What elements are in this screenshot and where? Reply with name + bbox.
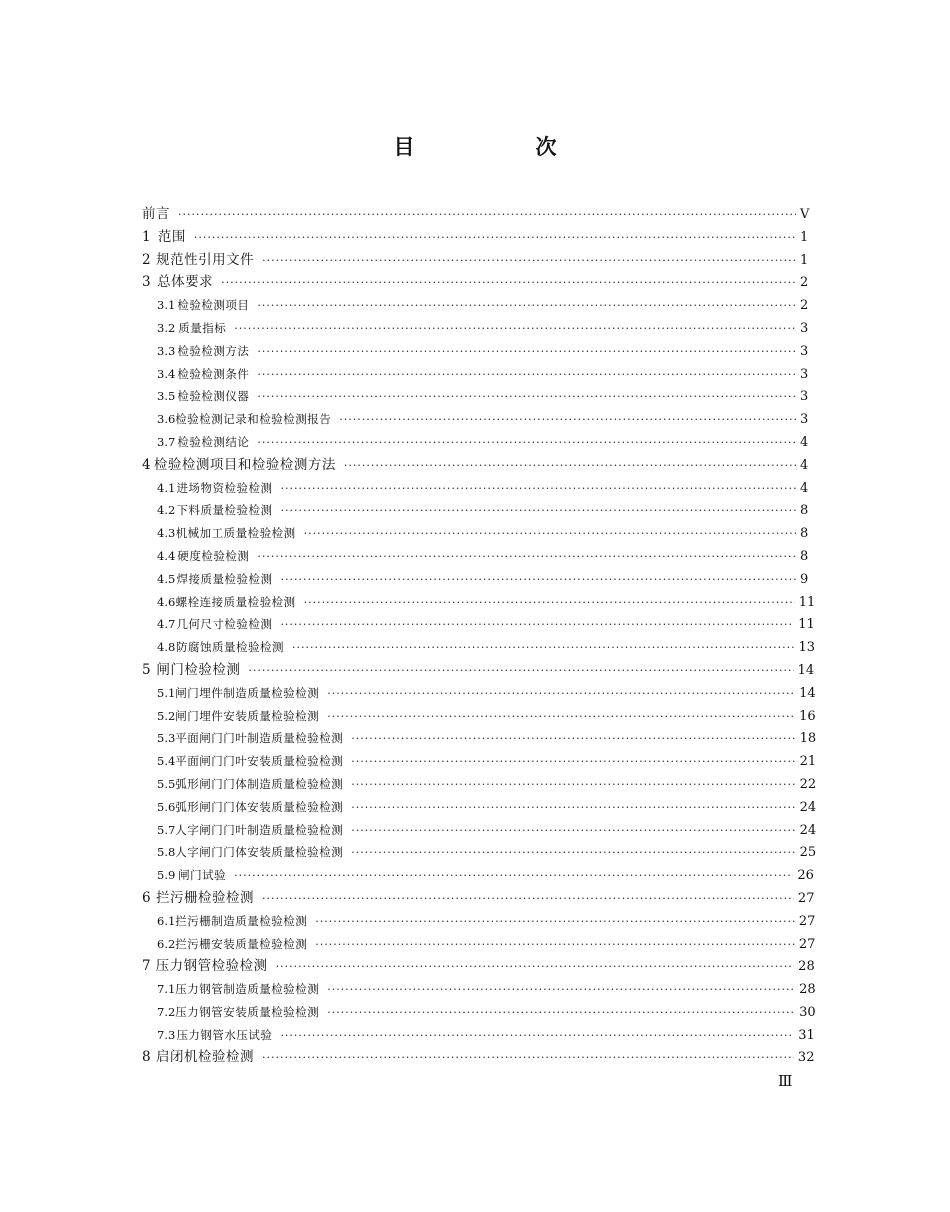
toc-entry[interactable] xyxy=(142,385,808,408)
dot-leader xyxy=(262,249,796,272)
toc-entry-page: 21 xyxy=(799,754,817,770)
toc-entry-label: 螺栓连接质量检验检测 xyxy=(175,594,296,609)
dot-leader xyxy=(327,978,795,1001)
dot-leader xyxy=(281,477,797,500)
toc-entry-number: 6 xyxy=(142,889,151,906)
dot-leader xyxy=(280,1024,794,1047)
dot-leader xyxy=(257,363,796,386)
toc-entry-page: 4 xyxy=(800,480,809,496)
toc-entry[interactable] xyxy=(142,499,808,522)
toc-entry-page: 22 xyxy=(799,776,817,792)
toc-entry-number: 3.6 xyxy=(157,412,176,427)
toc-entry-number: 5.1 xyxy=(157,685,176,700)
toc-entry-page: 26 xyxy=(797,868,814,884)
toc-entry-label: 检验检测结论 xyxy=(177,434,250,449)
toc-entry-label: 检验检测方法 xyxy=(177,343,250,358)
toc-entry-number: 7 xyxy=(142,958,151,975)
dot-leader xyxy=(281,568,797,591)
toc-entry-label: 前言 xyxy=(142,206,170,222)
dot-leader xyxy=(234,864,793,887)
toc-entry-page: V xyxy=(800,207,810,222)
toc-entry-page: 11 xyxy=(798,617,815,633)
toc-entry-page: 27 xyxy=(798,936,816,952)
toc-entry-label: 规范性引用文件 xyxy=(156,251,255,268)
toc-entry[interactable] xyxy=(142,864,814,887)
dot-leader xyxy=(257,294,796,317)
toc-entry-label: 总体要求 xyxy=(157,274,214,291)
toc-entry-page: 28 xyxy=(799,982,816,998)
toc-entry[interactable] xyxy=(142,317,808,340)
toc-entry-page: 27 xyxy=(798,913,816,929)
toc-entry-page: 2 xyxy=(800,275,809,291)
toc-entry-label: 平面闸门门叶制造质量检验检测 xyxy=(175,731,344,746)
toc-entry-number: 2 xyxy=(142,251,151,268)
toc-entry[interactable] xyxy=(142,955,815,978)
toc-entry[interactable] xyxy=(142,659,815,682)
dot-leader xyxy=(351,841,795,864)
toc-entry[interactable] xyxy=(142,910,816,933)
toc-entry-number: 4.5 xyxy=(157,571,176,586)
dot-leader xyxy=(178,203,796,226)
toc-entry-label: 检验检测条件 xyxy=(177,366,250,381)
toc-entry-label: 闸门检验检测 xyxy=(156,661,241,678)
dot-leader xyxy=(292,636,794,659)
toc-entry-page: 9 xyxy=(800,571,809,587)
toc-entry-page: 1 xyxy=(800,229,809,245)
dot-leader xyxy=(327,682,795,705)
toc-entry-label: 人字闸门门叶制造质量检验检测 xyxy=(175,822,344,837)
toc-entry-page: 28 xyxy=(798,959,815,975)
toc-entry-page: 30 xyxy=(799,1004,816,1020)
toc-entry-number: 1 xyxy=(142,228,151,245)
toc-entry-label: 人字闸门门体安装质量检验检测 xyxy=(175,845,344,860)
toc-entry-number: 5.3 xyxy=(157,731,176,746)
toc-entry-number: 5.5 xyxy=(157,776,176,791)
dot-leader xyxy=(281,499,797,522)
toc-entry-page: 2 xyxy=(800,298,809,314)
toc-entry-number: 4 xyxy=(142,456,151,473)
dot-leader xyxy=(280,613,794,636)
toc-entry-page: 31 xyxy=(798,1027,815,1043)
toc-entry-label: 闸门试验 xyxy=(178,868,227,883)
toc-entry[interactable] xyxy=(142,271,808,294)
toc-entry[interactable] xyxy=(142,978,816,1001)
toc-entry-page: 3 xyxy=(800,343,809,359)
toc-entry-page: 32 xyxy=(797,1050,815,1066)
toc-entry-label: 检验检测记录和检验检测报告 xyxy=(175,412,332,427)
toc-entry-number: 5.8 xyxy=(157,845,176,860)
toc-entry-number: 3.3 xyxy=(157,343,176,358)
toc-entry-page: 14 xyxy=(797,662,815,678)
toc-entry-label: 防腐蚀质量检验检测 xyxy=(176,640,284,655)
dot-leader xyxy=(351,750,795,773)
dot-leader xyxy=(344,454,796,477)
toc-entry-number: 4.6 xyxy=(157,594,176,609)
dot-leader xyxy=(304,591,795,614)
toc-entry-number: 3.7 xyxy=(157,434,176,449)
dot-leader xyxy=(276,955,795,978)
toc-entry[interactable] xyxy=(142,841,817,864)
toc-entry[interactable] xyxy=(142,203,808,226)
toc-entry-number: 4.1 xyxy=(157,480,176,495)
toc-entry-number: 5.7 xyxy=(157,822,176,837)
dot-leader xyxy=(257,340,796,363)
toc-entry-number: 5.4 xyxy=(157,754,176,769)
toc-entry-number: 5.2 xyxy=(157,708,176,723)
toc-entry-page: 8 xyxy=(800,526,809,542)
toc-entry[interactable] xyxy=(142,591,816,614)
toc-entry-label: 启闭机检验检测 xyxy=(156,1049,255,1066)
toc-entry-number: 3.1 xyxy=(157,298,176,313)
toc-entry-number: 4.2 xyxy=(157,503,176,518)
toc-entry-page: 14 xyxy=(799,685,816,701)
toc-entry[interactable] xyxy=(142,568,808,591)
dot-leader xyxy=(327,1001,795,1024)
toc-entry-number: 3.2 xyxy=(157,320,176,335)
toc-entry[interactable] xyxy=(142,1024,815,1047)
toc-entry-page: 3 xyxy=(800,389,809,405)
toc-entry-label: 压力钢管水压试验 xyxy=(176,1027,273,1042)
toc-entry-number: 7.3 xyxy=(157,1027,176,1042)
toc-entry[interactable] xyxy=(142,819,817,842)
toc-entry-page: 16 xyxy=(799,708,816,724)
toc-entry-label: 弧形闸门门体制造质量检验检测 xyxy=(175,776,344,791)
toc-entry-page: 24 xyxy=(799,822,817,838)
toc-entry[interactable] xyxy=(142,887,815,910)
toc-entry-number: 4.3 xyxy=(157,526,176,541)
toc-entry-page: 3 xyxy=(800,366,809,382)
page-title: 目 次 xyxy=(393,135,607,159)
toc-entry-number: 4.4 xyxy=(157,548,176,563)
toc-entry-page: 13 xyxy=(798,640,816,656)
toc-entry[interactable] xyxy=(142,727,817,750)
toc-entry[interactable] xyxy=(142,1046,815,1069)
dot-leader xyxy=(248,659,793,682)
toc-entry-page: 8 xyxy=(800,548,809,564)
toc-entry[interactable] xyxy=(142,1001,816,1024)
toc-entry[interactable] xyxy=(142,705,816,728)
toc-entry-page: 8 xyxy=(800,503,809,519)
toc-entry[interactable] xyxy=(142,682,816,705)
dot-leader xyxy=(262,1046,794,1069)
toc-entry-label: 弧形闸门门体安装质量检验检测 xyxy=(175,799,344,814)
toc-entry-number: 8 xyxy=(142,1049,151,1066)
dot-leader xyxy=(315,933,795,956)
dot-leader xyxy=(315,910,795,933)
toc-entry-label: 进场物资检验检测 xyxy=(176,480,273,495)
dot-leader xyxy=(221,271,796,294)
toc-entry-label: 拦污栅安装质量检验检测 xyxy=(175,936,308,951)
toc-entry-label: 下料质量检验检测 xyxy=(176,503,273,518)
toc-entry-number: 7.2 xyxy=(157,1004,176,1019)
toc-entry-label: 硬度检验检测 xyxy=(177,548,250,563)
dot-leader xyxy=(257,545,796,568)
toc-entry[interactable] xyxy=(142,636,816,659)
toc-entry[interactable] xyxy=(142,249,808,272)
toc-entry-number: 6.2 xyxy=(157,936,176,951)
toc-entry-label: 拦污栅制造质量检验检测 xyxy=(175,913,308,928)
toc-entry-label: 压力钢管检验检测 xyxy=(155,958,268,975)
dot-leader xyxy=(327,705,795,728)
toc-entry-number: 5.9 xyxy=(157,868,176,883)
dot-leader xyxy=(262,887,794,910)
dot-leader xyxy=(339,408,796,431)
toc-entry-page: 1 xyxy=(800,252,809,268)
toc-entry-number: 5 xyxy=(142,661,151,678)
toc-entry-page: 25 xyxy=(799,845,817,861)
toc-entry[interactable] xyxy=(142,477,808,500)
toc-entry-label: 检验检测项目和检验检测方法 xyxy=(153,456,336,473)
toc-entry-number: 5.6 xyxy=(157,799,176,814)
table-of-contents xyxy=(142,203,817,1069)
toc-entry-page: 4 xyxy=(800,457,809,473)
toc-entry-number: 3.5 xyxy=(157,389,176,404)
toc-entry[interactable] xyxy=(142,408,808,431)
toc-entry[interactable] xyxy=(142,933,816,956)
toc-entry-page: 3 xyxy=(800,320,809,336)
dot-leader xyxy=(351,796,795,819)
toc-entry-label: 压力钢管安装质量检验检测 xyxy=(175,1004,320,1019)
toc-entry-page: 24 xyxy=(799,799,817,815)
dot-leader xyxy=(234,317,796,340)
toc-entry-label: 闸门埋件安装质量检验检测 xyxy=(175,708,320,723)
toc-entry-label: 拦污栅检验检测 xyxy=(156,889,255,906)
dot-leader xyxy=(351,773,795,796)
toc-entry-label: 范围 xyxy=(157,228,186,245)
toc-entry[interactable] xyxy=(142,226,808,249)
toc-entry-number: 4.7 xyxy=(157,617,176,632)
toc-entry[interactable] xyxy=(142,454,808,477)
toc-entry-label: 检验检测仪器 xyxy=(177,389,250,404)
toc-entry-page: 4 xyxy=(800,434,809,450)
toc-entry-label: 几何尺寸检验检测 xyxy=(176,617,273,632)
toc-entry[interactable] xyxy=(142,431,808,454)
toc-entry-number: 3.4 xyxy=(157,366,176,381)
toc-entry[interactable] xyxy=(142,294,808,317)
toc-entry-page: 3 xyxy=(800,412,809,428)
toc-entry[interactable] xyxy=(142,363,808,386)
dot-leader xyxy=(257,385,796,408)
toc-entry-label: 检验检测项目 xyxy=(177,298,250,313)
toc-entry-label: 压力钢管制造质量检验检测 xyxy=(175,982,320,997)
dot-leader xyxy=(194,226,796,249)
toc-entry-label: 平面闸门门叶安装质量检验检测 xyxy=(175,754,344,769)
toc-entry-page: 11 xyxy=(798,594,816,610)
toc-entry-page: 27 xyxy=(797,890,815,906)
dot-leader xyxy=(351,819,795,842)
toc-entry-number: 7.1 xyxy=(157,982,176,997)
toc-entry-number: 6.1 xyxy=(157,913,176,928)
toc-entry-label: 机械加工质量检验检测 xyxy=(175,526,296,541)
toc-entry-number: 3 xyxy=(142,274,151,291)
toc-entry-label: 质量指标 xyxy=(178,320,227,335)
dot-leader xyxy=(257,431,796,454)
toc-entry-page: 18 xyxy=(799,731,817,747)
toc-entry-label: 闸门埋件制造质量检验检测 xyxy=(175,685,320,700)
dot-leader xyxy=(304,522,796,545)
toc-entry-label: 焊接质量检验检测 xyxy=(176,571,273,586)
page-number: Ⅲ xyxy=(778,1072,793,1090)
toc-entry[interactable] xyxy=(142,613,815,636)
toc-entry[interactable] xyxy=(142,750,817,773)
toc-entry[interactable] xyxy=(142,522,808,545)
toc-entry[interactable] xyxy=(142,545,808,568)
toc-entry[interactable] xyxy=(142,773,817,796)
dot-leader xyxy=(351,727,795,750)
toc-entry-number: 4.8 xyxy=(157,640,176,655)
toc-entry[interactable] xyxy=(142,796,817,819)
toc-entry[interactable] xyxy=(142,340,808,363)
